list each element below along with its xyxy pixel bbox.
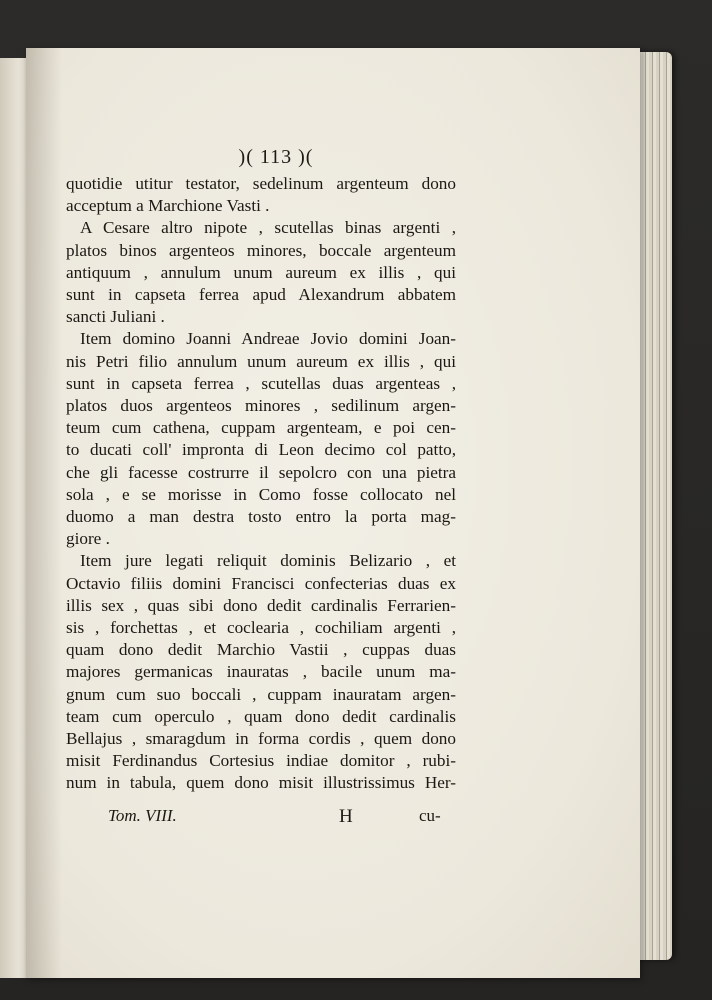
text-line: team cum operculo , quam dono dedit cardinalis [66,706,456,726]
text-line: quotidie utitur testator, sedelinum argenteum dono [66,174,456,193]
text-line: misit Ferdinandus Cortesius indiae domitor , rubi- [66,751,456,771]
text-line: giore . [66,529,110,549]
text-line: platos duos argenteos minores , sedilinum argen- [66,396,456,416]
text-line: num in tabula, quem dono misit illustrissimus Her- [66,773,456,793]
paragraph [66,217,456,328]
text-line: Item domino Joanni Andreae Jovio domini Joan- [80,329,456,349]
gutter-shadow [26,48,62,978]
text-line: sunt in capseta ferrea apud Alexandrum abbatem [66,285,456,305]
paragraph [66,328,456,550]
text-line: sola , e se morisse in Como fosse collocato nel [66,484,456,504]
text-line: sancti Juliani . [66,307,165,327]
text-line: antiquum , annulum unum aureum ex illis , qui [66,262,456,282]
text-line: duomo a man destra tosto entro la porta mag- [66,507,456,527]
text-line: platos binos argenteos minores, boccale argenteum [66,240,456,260]
text-line: acceptum a Marchione Vasti . [66,196,270,216]
book-page [26,48,640,978]
text-line: majores germanicas inauratas , bacile unum ma- [66,662,456,682]
paragraph [66,173,456,217]
text-line: Octavio filiis domini Francisci confecterias duas ex [66,573,456,593]
signature-mark: H [339,806,353,827]
text-line: sunt in capseta ferrea , scutellas duas argenteas , [66,373,456,393]
text-line: teum cum cathena, cuppam argenteam, e poi cen- [66,418,456,438]
volume-label: Tom. VIII. [108,806,177,825]
text-line: sis , forchettas , et coclearia , cochiliam argenti , [66,618,456,638]
text-line: A Cesare altro nipote , scutellas binas argenti , [80,218,456,238]
text-line: to ducati coll' impronta di Leon decimo col patto, [66,440,456,460]
catchword: cu- [419,806,441,825]
text-line: gnum cum suo boccali , cuppam inauratam argen- [66,684,456,704]
text-line: che gli facesse costrurre il sepolcro con una pietra [66,462,456,482]
text-line: quam dono dedit Marchio Vastii , cuppas duas [66,640,456,660]
paragraph [66,550,456,794]
text-line: illis sex , quas sibi dono dedit cardinalis Ferrarien- [66,595,456,615]
page-footer [86,806,441,830]
text-line: nis Petri filio annulum unum aureum ex illis , qui [66,351,456,371]
text-line: Item jure legati reliquit dominis Belizario , et [80,551,456,571]
text-line: Bellajus , smaragdum in forma cordis , quem dono [66,729,456,749]
body-text [66,173,456,795]
page-number-header: )( 113 )( [238,146,314,168]
